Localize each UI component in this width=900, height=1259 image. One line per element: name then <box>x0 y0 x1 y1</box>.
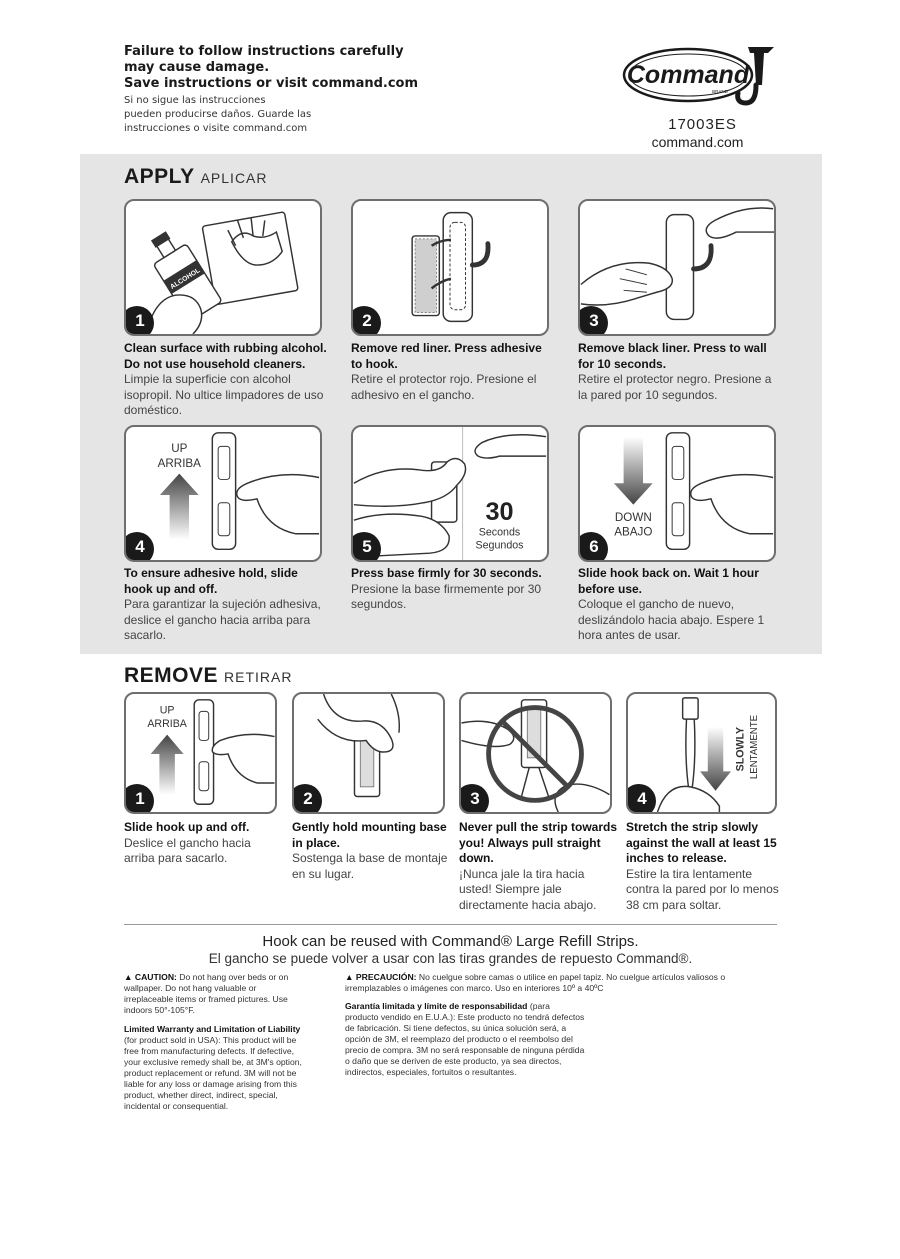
warning-english <box>124 44 444 92</box>
remove-step-4-image <box>626 692 777 814</box>
apply-step-1-caption <box>124 341 329 419</box>
step-instruction-en: Remove red liner. Press adhesive to hook. <box>351 341 542 371</box>
apply-subtitle: APLICAR <box>200 170 268 186</box>
warning-line: pueden producirse daños. Guarde las <box>124 109 312 120</box>
reuse-note-es: El gancho se puede volver a usar con las tiras grandes de repuesto Command®. <box>208 951 693 966</box>
press-to-wall-icon <box>580 201 774 334</box>
apply-step-2-caption <box>351 341 556 403</box>
remove-step-1-caption <box>124 820 284 867</box>
slide-up-icon <box>126 427 320 560</box>
caution-en <box>124 972 304 1016</box>
lentamente-label: LENTAMENTE <box>749 714 761 780</box>
slowly-label: SLOWLY <box>734 726 747 772</box>
step-instruction-en: Never pull the strip towards you! Always pull straight down. <box>459 820 618 865</box>
warranty-en <box>124 1024 304 1112</box>
step-number-badge: 1 <box>124 784 154 814</box>
remove-step-3-caption <box>459 820 619 913</box>
step-instruction-es: Presione la base firmemente por 30 segundos. <box>351 581 542 611</box>
remove-step-2-image <box>292 692 445 814</box>
step-instruction-es: ¡Nunca jale la tira hacia usted! Siempre jale directamente hacia abajo. <box>459 866 597 912</box>
caution-text: Do not hang over beds or on wallpaper. Do not hang valuable or irreplaceable items or framed pictures. Use indoors 50°-105°F. <box>124 972 289 1015</box>
apply-step-2-image <box>351 199 549 336</box>
apply-step-6-caption <box>578 566 783 644</box>
warning-line: instrucciones o visite command.com <box>124 123 308 134</box>
remove-title: REMOVE <box>124 664 219 687</box>
seconds-count: 30 <box>485 498 514 527</box>
alcohol-label: ALCOHOL <box>169 267 202 291</box>
step-instruction-es: Deslice el gancho hacia arriba para sacarlo. <box>124 835 251 865</box>
apply-step-3-caption <box>578 341 783 403</box>
precaucion-es <box>345 972 775 994</box>
caution-label: ▲ CAUTION: <box>124 972 177 982</box>
hook-and-strip-icon <box>353 201 547 334</box>
step-number-badge: 3 <box>578 306 608 336</box>
warning-line: may cause damage. <box>124 60 270 75</box>
step-instruction-en: Remove black liner. Press to wall for 10 seconds. <box>578 341 767 371</box>
warning-line: Si no sigue las instrucciones <box>124 95 266 106</box>
remove-step-3-image <box>459 692 612 814</box>
slide-down-icon <box>580 427 774 560</box>
remove-step-1-image <box>124 692 277 814</box>
warning-line: Failure to follow instructions carefully <box>124 44 404 59</box>
step-instruction-en: Slide hook up and off. <box>124 820 250 834</box>
step-number-badge: 2 <box>351 306 381 336</box>
warranty-text: (for product sold in USA): This product will be free from manufacturing defects. If defective, your exclusive remedy shall be, at 3M's option, product replacement or refund. 3M will not be liable for any loss or damage arising from this product, whether direct, indirect, special, incidental or consequential. <box>124 1035 302 1111</box>
remove-heading <box>124 664 292 688</box>
down-label: DOWN <box>614 511 652 525</box>
step-number-badge: 6 <box>578 532 608 562</box>
step-instruction-es: Limpie la superficie con alcohol isopropil. No ultice limpadores de uso doméstico. <box>124 372 324 417</box>
garantia-title: Garantía limitada y límite de responsabilidad <box>345 1001 528 1011</box>
warning-line: Save instructions or visit command.com <box>124 76 419 91</box>
remove-step-2-caption <box>292 820 452 882</box>
up-label: UP <box>171 442 188 456</box>
arriba-label: ARRIBA <box>157 456 201 470</box>
apply-step-5-image <box>351 425 549 562</box>
warning-spanish <box>124 94 364 136</box>
command-logo <box>616 45 776 125</box>
apply-title: APPLY <box>124 165 195 188</box>
apply-heading <box>124 165 268 189</box>
precaucion-text: No cuelgue sobre camas o utilice en papel tapiz. No cuelgue artículos valiosos o irremplazables o imágenes con marco. Uso en interiores 10º a 40ºC <box>345 972 726 993</box>
apply-step-6-image <box>578 425 776 562</box>
apply-step-3-image <box>578 199 776 336</box>
step-instruction-es: Para garantizar la sujeción adhesiva, deslice el gancho hacia arriba para sacarlo. <box>124 597 321 642</box>
remove-subtitle: RETIRAR <box>224 669 293 685</box>
product-sku: 17003ES <box>668 116 737 133</box>
step-instruction-en: To ensure adhesive hold, slide hook up and off. <box>124 566 298 596</box>
garantia-text: (para producto vendido en E.U.A.): Este producto no tendrá defectos de fabricación. Si tiene defectos, su única solución será, a opción de 3M, el reemplazo del producto o el reembolso del precio de compra. 3M no será responsable de ninguna pérdida o daño que se deriven de este producto, ya sea directos, indirectos, especiales, fortuitos o resultantes. <box>345 1001 585 1077</box>
logo-wordmark: Command <box>626 61 750 89</box>
reuse-note-en: Hook can be reused with Command® Large Refill Strips. <box>262 933 639 950</box>
website-link[interactable]: command.com <box>651 134 744 150</box>
precaucion-label: ▲ PRECAUCIÓN: <box>345 972 417 982</box>
step-number-badge: 3 <box>459 784 489 814</box>
apply-step-4-caption <box>124 566 329 644</box>
step-number-badge: 2 <box>292 784 322 814</box>
step-instruction-es: Sostenga la base de montaje en su lugar. <box>292 851 448 881</box>
step-number-badge: 5 <box>351 532 381 562</box>
divider <box>124 924 777 925</box>
step-instruction-en: Slide hook back on. Wait 1 hour before use. <box>578 566 759 596</box>
remove-step-4-caption <box>626 820 786 913</box>
apply-step-1-image <box>124 199 322 336</box>
arriba-label: ARRIBA <box>147 717 187 730</box>
press-base-icon <box>353 427 547 560</box>
step-instruction-en: Gently hold mounting base in place. <box>292 820 447 850</box>
abajo-label: ABAJO <box>614 525 653 539</box>
step-number-badge: 4 <box>124 532 154 562</box>
step-instruction-en: Press base firmly for 30 seconds. <box>351 566 542 580</box>
warranty-title: Limited Warranty and Limitation of Liability <box>124 1024 301 1034</box>
alcohol-bottle-icon <box>126 201 320 334</box>
step-instruction-es: Retire el protector rojo. Presione el adhesivo en el gancho. <box>351 372 537 402</box>
step-number-badge: 4 <box>626 784 656 814</box>
up-label: UP <box>159 704 175 717</box>
step-instruction-es: Estire la tira lentamente contra la pared por lo menos 38 cm para soltar. <box>626 866 779 912</box>
apply-step-4-image <box>124 425 322 562</box>
apply-step-5-caption <box>351 566 556 613</box>
step-instruction-es: Retire el protector negro. Presione a la pared por 10 segundos. <box>578 372 772 402</box>
step-instruction-en: Stretch the strip slowly against the wall at least 15 inches to release. <box>626 820 777 865</box>
step-number-badge: 1 <box>124 306 154 336</box>
seconds-label: Seconds <box>478 526 521 539</box>
step-instruction-es: Coloque el gancho de nuevo, deslizándolo hacia abajo. Espere 1 hora antes de usar. <box>578 597 765 642</box>
garantia-es <box>345 1001 585 1078</box>
segundos-label: Segundos <box>475 539 524 552</box>
logo-brand: BRAND <box>712 89 728 94</box>
step-instruction-en: Clean surface with rubbing alcohol. Do not use household cleaners. <box>124 341 327 371</box>
